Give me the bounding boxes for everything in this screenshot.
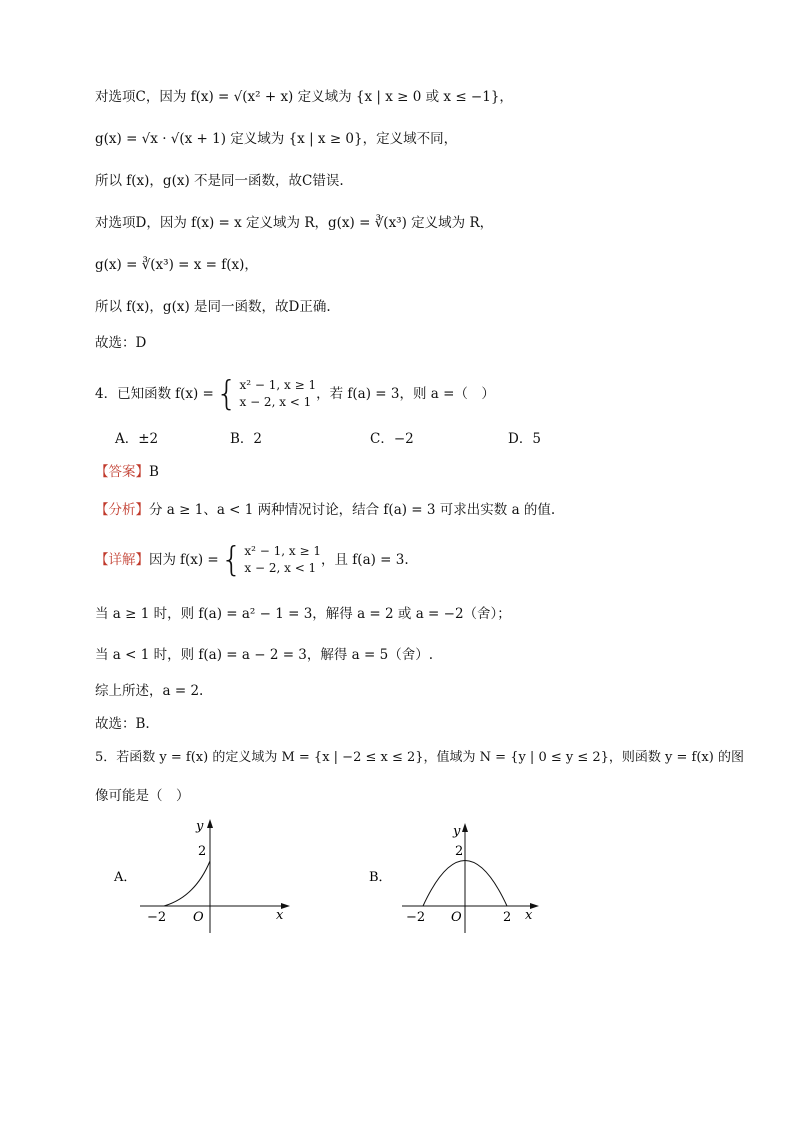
question-4 [95, 374, 495, 414]
q4-cases [239, 377, 316, 411]
q4-suffix: ，若 f(a) = 3，则 a =（ ） [316, 386, 495, 402]
option-a: A．±2 [115, 431, 159, 447]
q4-case-1: x² − 1, x ≥ 1 [239, 378, 317, 392]
graph-a [110, 815, 300, 940]
text-line-3: 所以 f(x)，g(x) 不是同一函数，故C错误. [95, 173, 344, 189]
text-line-1: 对选项C，因为 f(x) = √(x² + x) 定义域为 {x | x ≥ 0 或 x ≤ −1}， [95, 89, 513, 105]
detail-cases [244, 543, 321, 577]
q4-func: f(x) = [175, 386, 214, 402]
detail-prefix: 因为 [149, 552, 176, 568]
detail-line [95, 540, 409, 580]
question-5-line-1: 5．若函数 y = f(x) 的定义域为 M = {x | −2 ≤ x ≤ 2}，值域为 N = {y | 0 ≤ y ≤ 2}，则函数 y = f(x) 的图 [95, 750, 744, 765]
option-d: D．5 [508, 431, 541, 447]
graph-a-tick-2: 2 [198, 844, 207, 859]
detail-suffix: ，且 f(a) = 3. [321, 552, 409, 568]
detail-step-4: 故选：B. [95, 716, 150, 732]
answer-tag: 【答案】 [95, 464, 149, 480]
graph-a-label: A． [114, 870, 137, 885]
graph-b-origin: O [451, 910, 462, 925]
graph-b-y-arrow [462, 823, 468, 832]
detail-func: f(x) = [180, 552, 219, 568]
text-line-5: g(x) = ∛(x³) = x = f(x)， [95, 257, 258, 273]
analysis-tag: 【分析】 [95, 502, 149, 518]
detail-case-1: x² − 1, x ≥ 1 [244, 544, 322, 558]
detail-step-2: 当 a < 1 时，则 f(a) = a − 2 = 3，解得 a = 5（舍）. [95, 647, 434, 663]
q4-brace: { [215, 374, 238, 414]
analysis-text: 分 a ≥ 1、a < 1 两种情况讨论，结合 f(a) = 3 可求出实数 a 的值. [149, 502, 556, 518]
graph-a-x-label: x [276, 908, 284, 923]
question-5-line-2: 像可能是（ ） [95, 788, 190, 804]
graph-a-tick-neg2: −2 [147, 910, 167, 925]
text-line-7: 故选：D [95, 335, 147, 351]
graph-b-tick-2-x: 2 [503, 910, 512, 925]
graph-a-origin: O [193, 910, 204, 925]
graph-a-y-arrow [207, 819, 213, 828]
graph-b-tick-2-top: 2 [455, 844, 464, 859]
text-line-4: 对选项D，因为 f(x) = x 定义域为 R，g(x) = ∛(x³) 定义域为 R， [95, 215, 494, 231]
answer-value: B [149, 464, 159, 480]
detail-step-3: 综上所述，a = 2. [95, 683, 204, 699]
graph-b-label: B． [369, 870, 392, 885]
graph-a-curve [164, 861, 210, 906]
text-line-6: 所以 f(x)，g(x) 是同一函数，故D正确. [95, 299, 331, 315]
detail-tag: 【详解】 [95, 552, 149, 568]
option-c: C．−2 [370, 431, 414, 447]
graph-b-x-label: x [525, 908, 533, 923]
q4-case-2: x − 2, x < 1 [239, 395, 312, 409]
option-b: B．2 [230, 431, 263, 447]
q4-prefix: 4．已知函数 [95, 386, 172, 402]
text-line-2: g(x) = √x · √(x + 1) 定义域为 {x | x ≥ 0}，定义域不同， [95, 131, 458, 147]
analysis-line [95, 500, 555, 520]
detail-step-1: 当 a ≥ 1 时，则 f(a) = a² − 1 = 3，解得 a = 2 或 a = −2（舍）； [95, 606, 511, 622]
detail-brace: { [220, 540, 243, 580]
graph-b [365, 815, 565, 940]
detail-case-2: x − 2, x < 1 [244, 561, 317, 575]
graph-b-tick-neg2: −2 [406, 910, 426, 925]
answer-line [95, 462, 159, 482]
graph-a-y-label: y [196, 819, 204, 834]
graph-b-y-label: y [453, 824, 461, 839]
